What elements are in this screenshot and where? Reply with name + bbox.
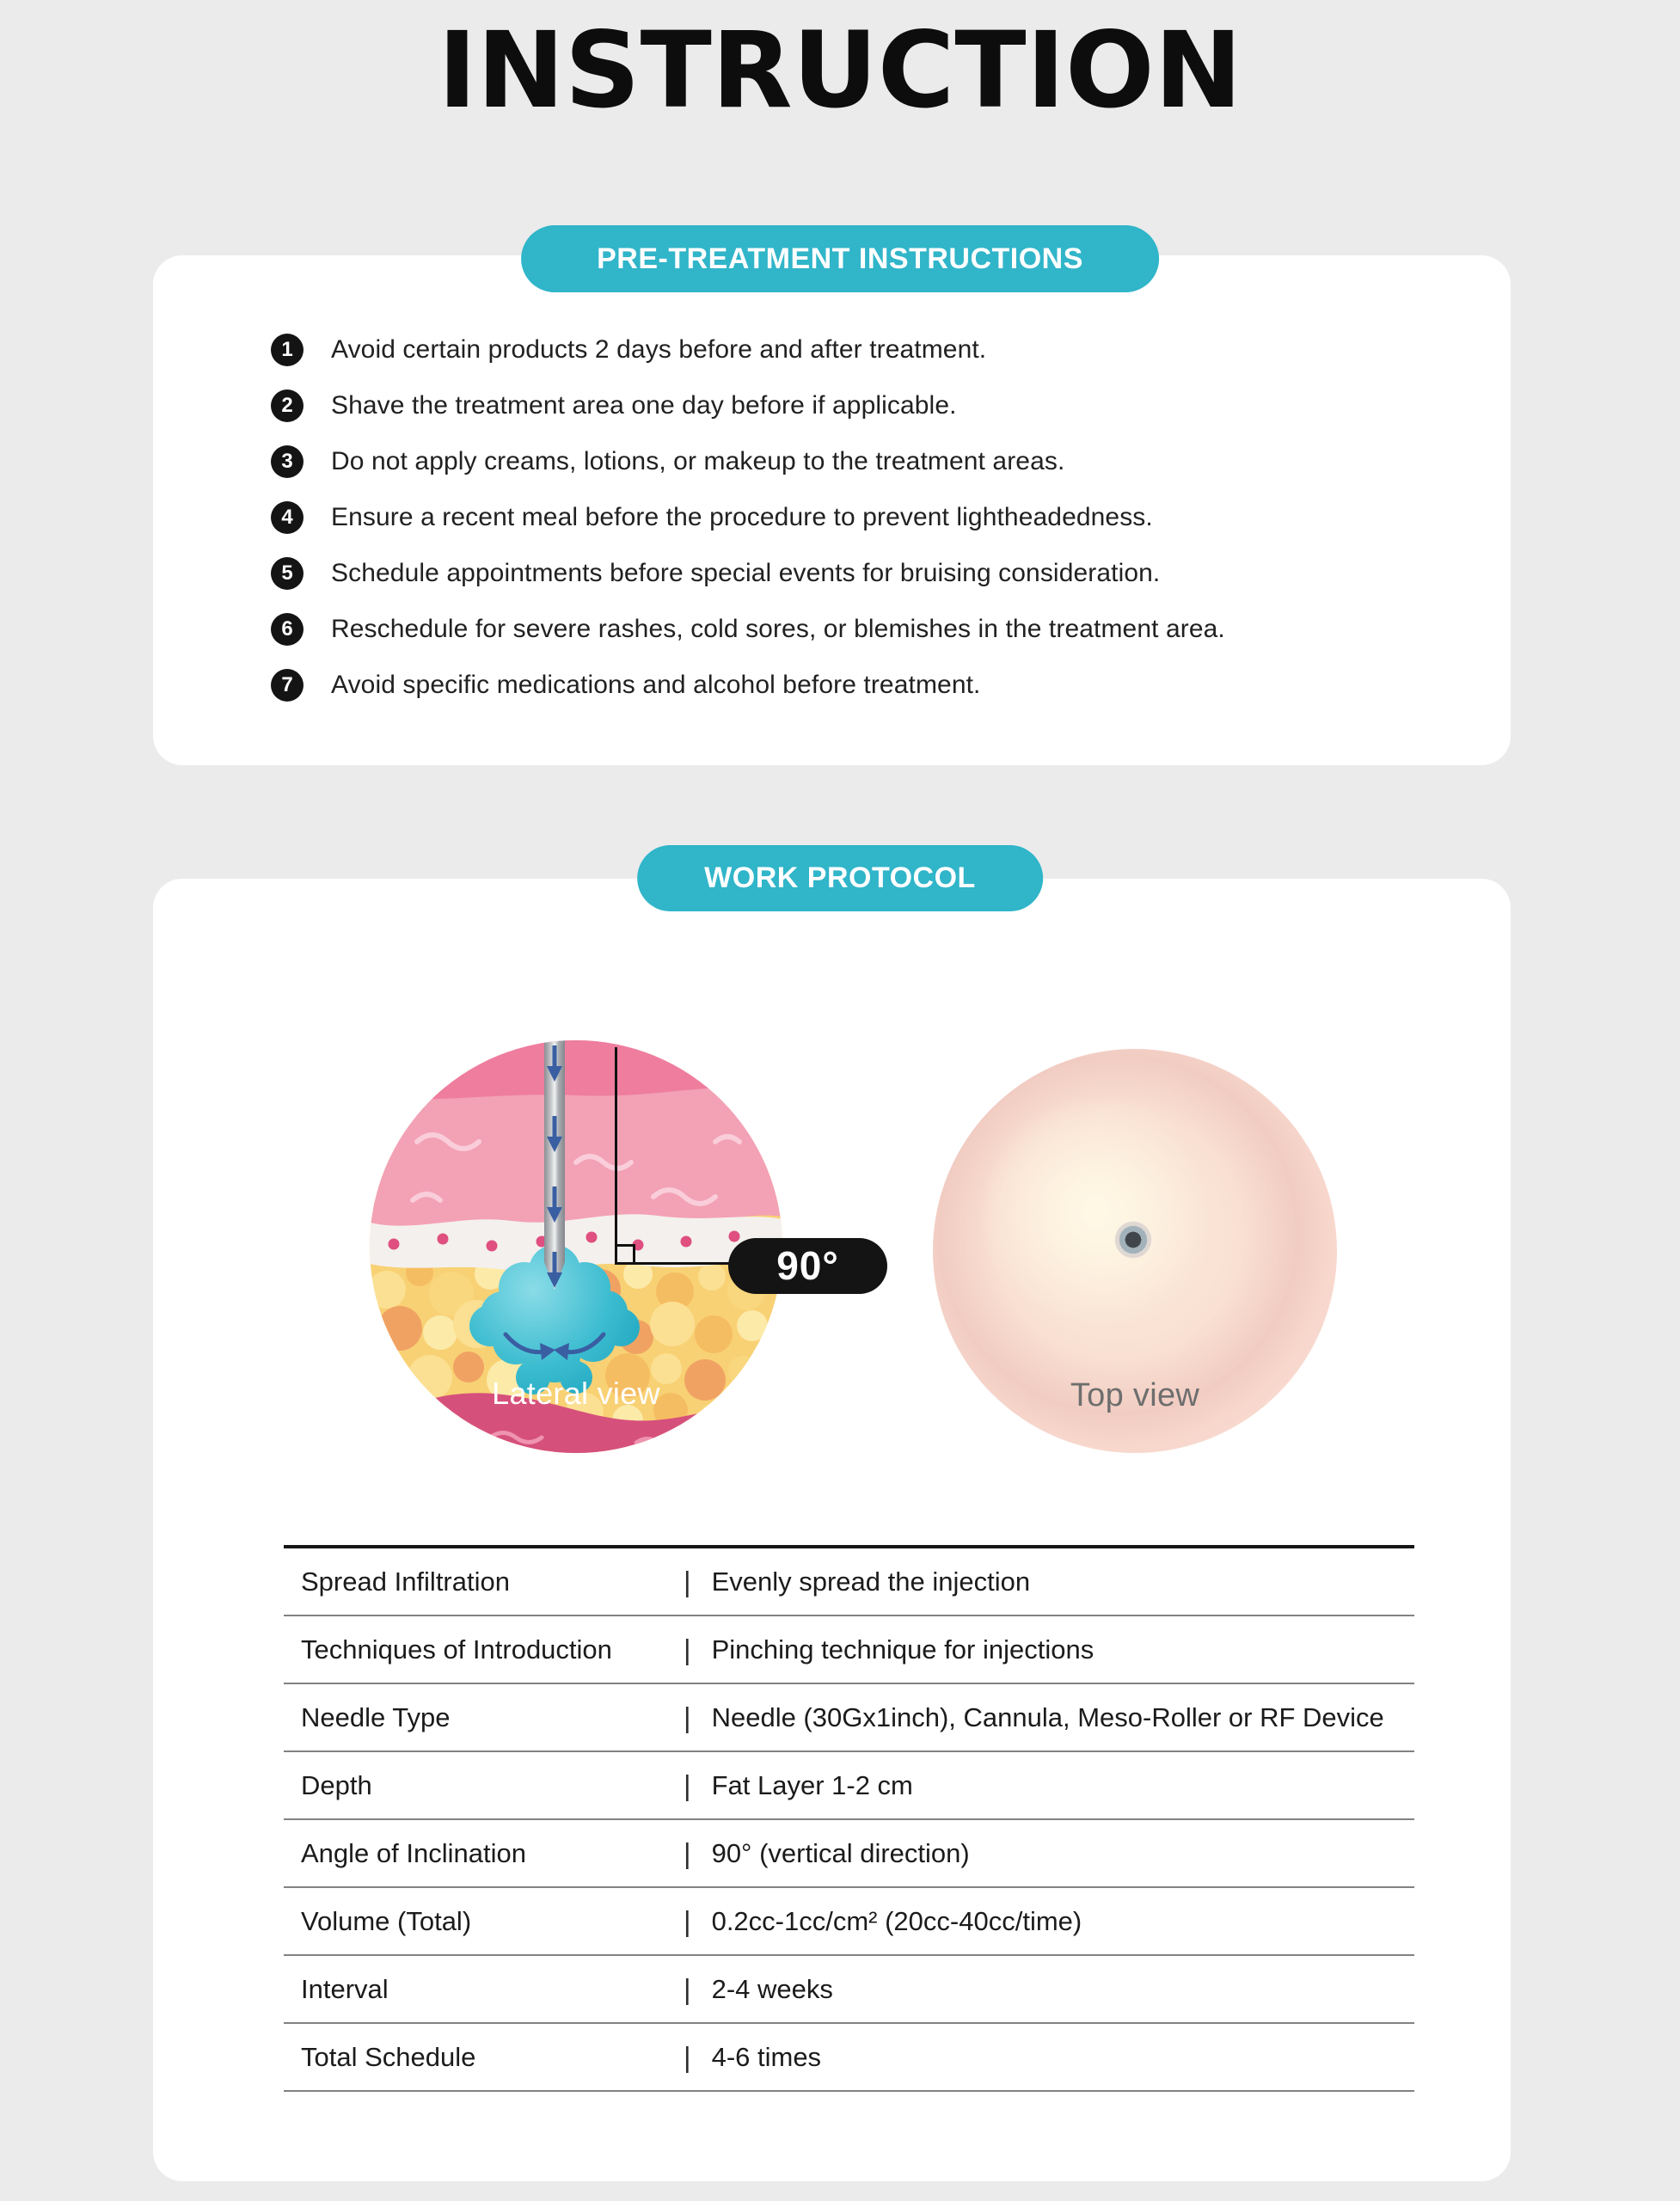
row-label: Depth bbox=[301, 1769, 372, 1800]
column-separator: | bbox=[684, 1769, 691, 1801]
row-value: 0.2cc-1cc/cm² (20cc-40cc/time) bbox=[711, 1905, 1082, 1936]
table-row bbox=[284, 2024, 1414, 2092]
right-angle-marker bbox=[615, 1244, 635, 1265]
lateral-view-illustration bbox=[370, 1040, 782, 1453]
row-label: Interval bbox=[301, 1973, 389, 2004]
row-label: Angle of Inclination bbox=[301, 1837, 526, 1868]
item-number-badge: 1 bbox=[271, 334, 304, 366]
item-text: Do not apply creams, lotions, or makeup to the treatment areas. bbox=[331, 446, 1065, 475]
row-value: 2-4 weeks bbox=[711, 1973, 833, 2004]
item-number-badge: 2 bbox=[271, 389, 304, 422]
row-label: Spread Infiltration bbox=[301, 1566, 510, 1597]
lateral-view-label: Lateral view bbox=[492, 1376, 660, 1411]
row-value: 4-6 times bbox=[711, 2041, 822, 2072]
list-item bbox=[271, 545, 1476, 601]
row-label: Volume (Total) bbox=[301, 1905, 472, 1936]
item-text: Schedule appointments before special events for bruising consideration. bbox=[331, 558, 1161, 587]
item-text: Avoid specific medications and alcohol before treatment. bbox=[331, 670, 981, 699]
list-item bbox=[271, 377, 1476, 433]
row-label: Total Schedule bbox=[301, 2041, 476, 2072]
work-protocol-card bbox=[153, 879, 1511, 2181]
top-view-label: Top view bbox=[1070, 1377, 1200, 1413]
item-text: Ensure a recent meal before the procedure to prevent lightheadedness. bbox=[331, 502, 1153, 531]
column-separator: | bbox=[684, 1701, 691, 1733]
item-number-badge: 4 bbox=[271, 501, 304, 534]
table-row bbox=[284, 1752, 1414, 1820]
item-number-badge: 3 bbox=[271, 445, 304, 478]
item-text: Shave the treatment area one day before if applicable. bbox=[331, 390, 957, 420]
column-separator: | bbox=[684, 1972, 691, 2005]
pretreatment-badge: PRE-TREATMENT INSTRUCTIONS bbox=[521, 225, 1159, 292]
table-row bbox=[284, 1820, 1414, 1888]
row-value: Pinching technique for injections bbox=[711, 1634, 1094, 1665]
item-text: Avoid certain products 2 days before and after treatment. bbox=[331, 334, 987, 364]
row-label: Techniques of Introduction bbox=[301, 1634, 612, 1665]
table-row bbox=[284, 1888, 1414, 1956]
item-number-badge: 7 bbox=[271, 669, 304, 702]
table-row bbox=[284, 1548, 1414, 1616]
column-separator: | bbox=[684, 2040, 691, 2073]
column-separator: | bbox=[684, 1633, 691, 1665]
injection-point-dot bbox=[1114, 1221, 1152, 1259]
skin-surface-strip bbox=[370, 1040, 782, 1100]
table-row bbox=[284, 1684, 1414, 1752]
work-protocol-badge: WORK PROTOCOL bbox=[637, 845, 1043, 911]
table-row bbox=[284, 1616, 1414, 1684]
row-value: Evenly spread the injection bbox=[711, 1566, 1031, 1597]
row-label: Needle Type bbox=[301, 1701, 451, 1732]
list-item bbox=[271, 322, 1476, 377]
list-item bbox=[271, 433, 1476, 489]
table-row bbox=[284, 1956, 1414, 2024]
pretreatment-list bbox=[271, 322, 1476, 713]
list-item bbox=[271, 657, 1476, 713]
list-item bbox=[271, 489, 1476, 545]
pretreatment-card bbox=[153, 255, 1511, 765]
row-value: Fat Layer 1-2 cm bbox=[711, 1769, 913, 1800]
item-number-badge: 5 bbox=[271, 557, 304, 590]
row-value: 90° (vertical direction) bbox=[711, 1837, 970, 1868]
list-item bbox=[271, 601, 1476, 657]
column-separator: | bbox=[684, 1904, 691, 1937]
row-value: Needle (30Gx1inch), Cannula, Meso-Roller or RF Device bbox=[711, 1701, 1384, 1732]
column-separator: | bbox=[684, 1836, 691, 1869]
item-text: Reschedule for severe rashes, cold sores, or blemishes in the treatment area. bbox=[331, 614, 1225, 643]
column-separator: | bbox=[684, 1565, 691, 1597]
protocol-table bbox=[284, 1545, 1414, 2092]
item-number-badge: 6 bbox=[271, 613, 304, 646]
angle-vertical-line bbox=[615, 1047, 617, 1265]
top-view-illustration bbox=[933, 1049, 1337, 1453]
angle-badge: 90° bbox=[728, 1238, 887, 1294]
page-title: INSTRUCTION bbox=[438, 9, 1242, 132]
